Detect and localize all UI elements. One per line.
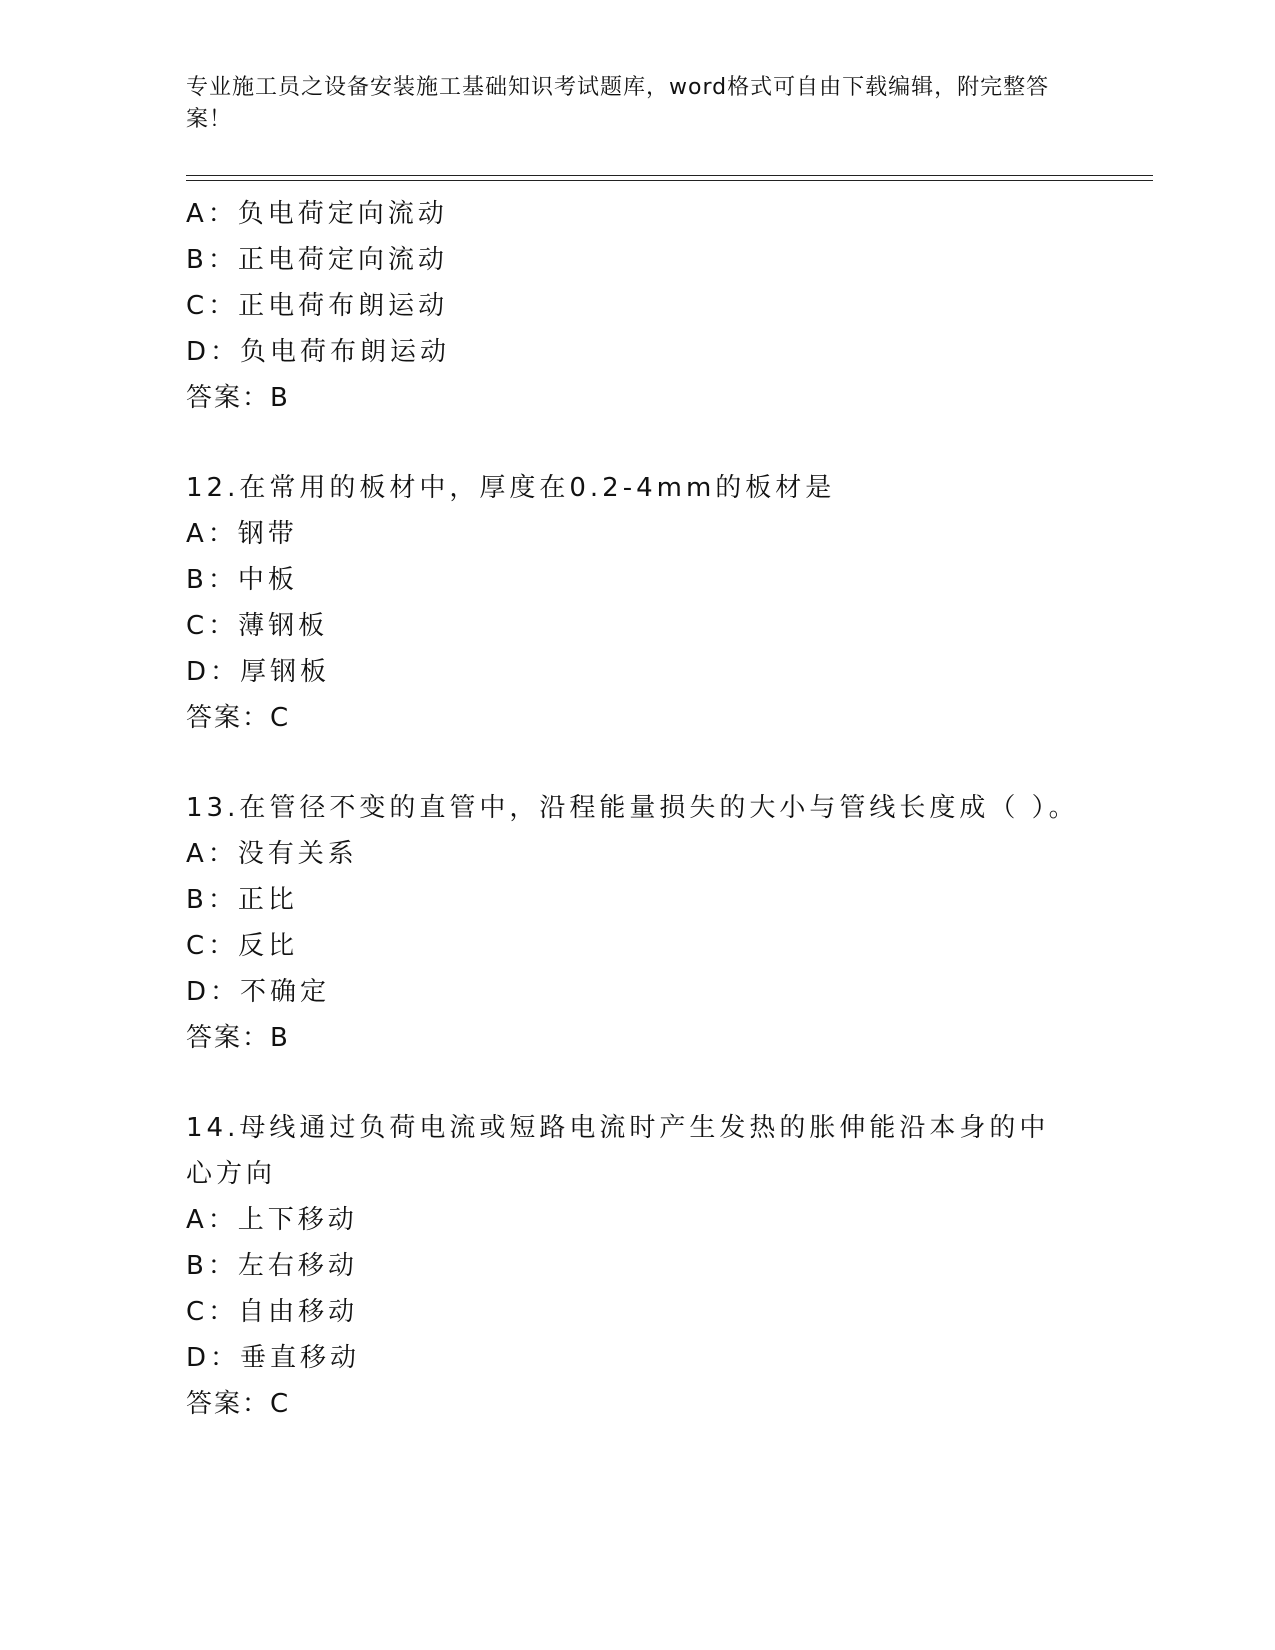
header-divider-top <box>186 175 1153 176</box>
question-14-block <box>186 1105 1106 1427</box>
option-a: A：没有关系 <box>186 839 358 869</box>
option-c: C：反比 <box>186 931 299 961</box>
header-divider-bottom <box>186 180 1153 181</box>
option-c: C：正电荷布朗运动 <box>186 291 449 321</box>
option-d: D：负电荷布朗运动 <box>186 337 451 367</box>
question-text: 14.母线通过负荷电流或短路电流时产生发热的胀伸能沿本身的中心方向 <box>186 1113 1050 1189</box>
option-c: C：薄钢板 <box>186 611 329 641</box>
option-d: D：垂直移动 <box>186 1343 361 1373</box>
answer-line: 答案：B <box>186 1023 290 1053</box>
option-b: B：正电荷定向流动 <box>186 245 448 275</box>
question-list <box>186 191 1106 1427</box>
option-b: B：左右移动 <box>186 1251 358 1281</box>
answer-line: 答案：C <box>186 703 291 733</box>
option-a: A：钢带 <box>186 519 298 549</box>
answer-line: 答案：C <box>186 1389 291 1419</box>
option-c: C：自由移动 <box>186 1297 359 1327</box>
option-a: A：负电荷定向流动 <box>186 199 448 229</box>
option-d: D：厚钢板 <box>186 657 331 687</box>
question-12-block <box>186 465 1106 741</box>
option-a: A：上下移动 <box>186 1205 358 1235</box>
question-13-block <box>186 785 1106 1061</box>
answer-line: 答案：B <box>186 383 290 413</box>
option-b: B：正比 <box>186 885 298 915</box>
document-header: 专业施工员之设备安装施工基础知识考试题库，word格式可自由下载编辑，附完整答案！ <box>186 75 1050 132</box>
question-text: 13.在管径不变的直管中，沿程能量损失的大小与管线长度成（ ）。 <box>186 793 1079 823</box>
question-11-block <box>186 191 1106 421</box>
option-d: D：不确定 <box>186 977 331 1007</box>
option-b: B：中板 <box>186 565 298 595</box>
question-text: 12.在常用的板材中，厚度在0.2-4mm的板材是 <box>186 473 836 503</box>
